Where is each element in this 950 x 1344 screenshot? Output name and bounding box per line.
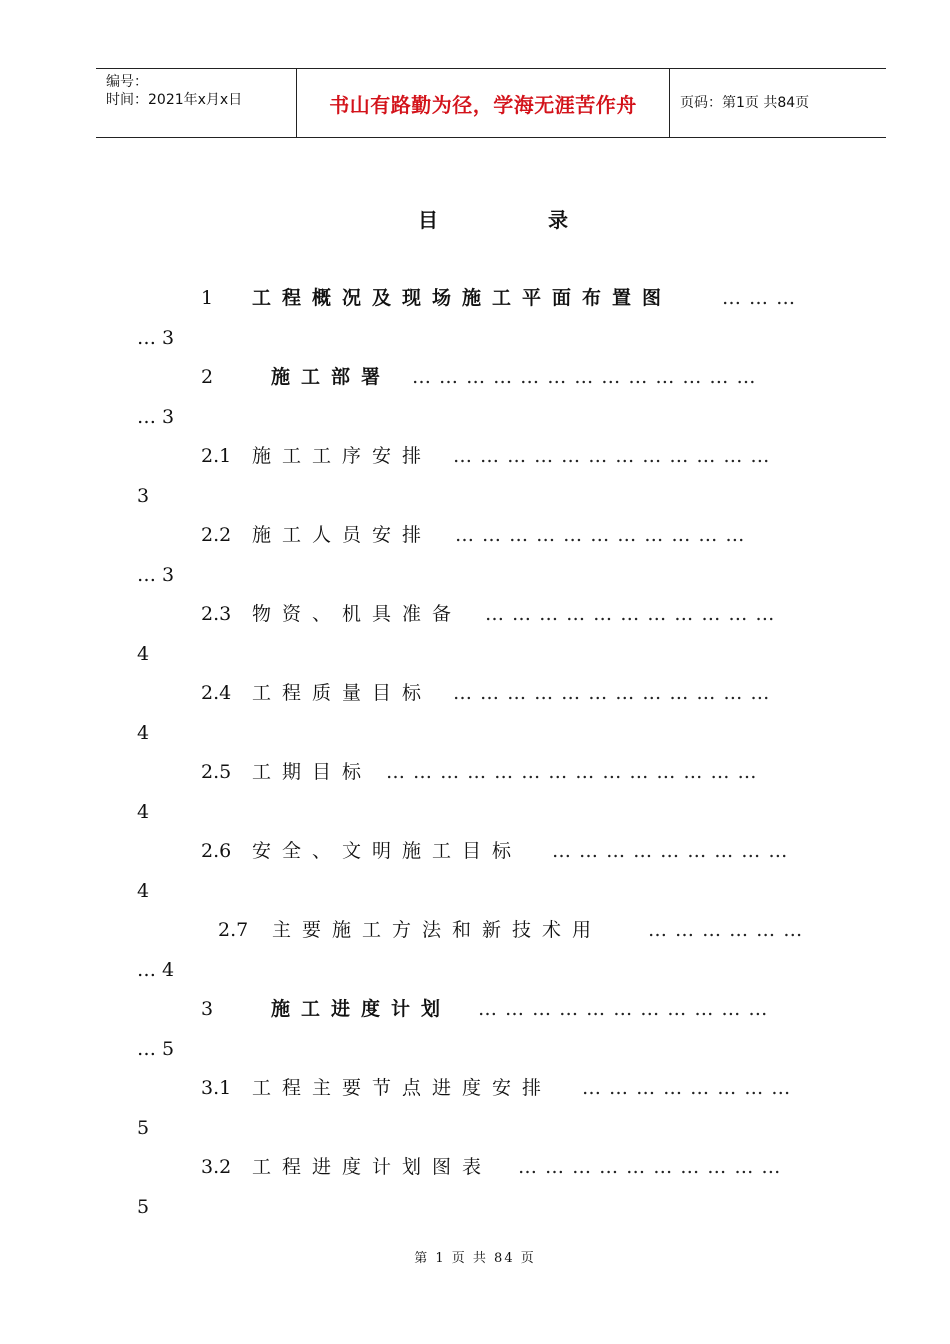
toc-entry-number: 2.1 — [201, 445, 232, 467]
toc-entry-number: 2.2 — [201, 524, 232, 546]
toc-entry-leader: … … … … … … … … … … … — [478, 998, 769, 1020]
toc-entry-number: 3.2 — [201, 1156, 232, 1178]
toc-entry-page: 3 — [137, 485, 150, 507]
toc-entry-number: 2 — [201, 366, 214, 388]
toc-title-part2: 录 — [548, 208, 568, 232]
toc-entry-title: 主要施工方法和新技术用 — [272, 919, 603, 941]
toc-entry-page: 5 — [137, 1196, 150, 1218]
toc-entry-leader: … … … — [722, 287, 797, 309]
number-label: 编号： — [106, 74, 148, 90]
toc-entry-leader: … … … … … … … … … … … — [485, 603, 776, 625]
toc-entry-page: 5 — [137, 1117, 150, 1139]
toc-entry[interactable] — [0, 679, 950, 707]
toc-entry-title: 安全、文明施工目标 — [252, 840, 523, 862]
toc-entry[interactable] — [0, 600, 950, 628]
toc-entry-title: 物资、机具准备 — [252, 603, 463, 625]
motto-text: 书山有路勤为径，学海无涯苦作舟 — [329, 92, 637, 117]
toc-entry-title: 工程概况及现场施工平面布置图 — [252, 287, 673, 309]
page-info: 页码：第1页 共84页 — [680, 95, 810, 111]
toc-entry[interactable] — [0, 1153, 950, 1181]
toc-entry-title: 工程进度计划图表 — [252, 1156, 493, 1178]
toc-entry-title: 工期目标 — [252, 761, 373, 783]
toc-entry-page: 4 — [137, 880, 150, 902]
header-page-cell — [670, 69, 886, 137]
time-label: 时间：2021年x月x日 — [106, 92, 243, 108]
toc-entry-leader: … … … … … … … … … … … … — [453, 445, 771, 467]
toc-entry-number: 2.6 — [201, 840, 232, 862]
toc-entry-title: 工程质量目标 — [252, 682, 433, 704]
toc-entry-number: 1 — [201, 287, 214, 309]
toc-entry-title: 工程主要节点进度安排 — [252, 1077, 553, 1099]
toc-entry-number: 3.1 — [201, 1077, 232, 1099]
toc-entry-number: 3 — [201, 998, 214, 1020]
document-header — [96, 68, 886, 138]
header-motto-cell — [297, 69, 670, 137]
toc-entry[interactable] — [0, 837, 950, 865]
toc-entry-leader: … … … … … … … … … … … … — [453, 682, 771, 704]
toc-entry-page: 4 — [137, 801, 150, 823]
toc-entry-number: 2.7 — [218, 919, 249, 941]
toc-entry-page: … 3 — [137, 564, 175, 586]
toc-entry-number: 2.3 — [201, 603, 232, 625]
toc-entry[interactable] — [0, 363, 950, 391]
toc-entry-leader: … … … … … … … … … … … … … — [412, 366, 757, 388]
toc-entry-number: 2.4 — [201, 682, 232, 704]
toc-entry[interactable] — [0, 1074, 950, 1102]
toc-entry[interactable] — [0, 442, 950, 470]
toc-title-part1: 目 — [418, 208, 438, 232]
toc-entry[interactable] — [0, 521, 950, 549]
toc-entry-leader: … … … … … … … … — [582, 1077, 792, 1099]
toc-entry-leader: … … … … … … … … … … … — [455, 524, 746, 546]
toc-entry-leader: … … … … … … … … … — [552, 840, 789, 862]
toc-entry-number: 2.5 — [201, 761, 232, 783]
toc-entry-title: 施工部署 — [271, 366, 392, 388]
toc-entry[interactable] — [0, 916, 950, 944]
toc-entry-page: 4 — [137, 722, 150, 744]
toc-entry-leader: … … … … … … … … … … … … … … — [386, 761, 758, 783]
page-footer: 第 1 页 共 84 页 — [414, 1251, 536, 1266]
toc-entry[interactable] — [0, 284, 950, 312]
toc-entry-page: … 3 — [137, 406, 175, 428]
toc-entry-leader: … … … … … … … … … … — [518, 1156, 782, 1178]
toc-title — [0, 204, 950, 234]
toc-entry-leader: … … … … … … — [648, 919, 804, 941]
toc-entry-page: … 5 — [137, 1038, 175, 1060]
toc-entry-title: 施工人员安排 — [252, 524, 433, 546]
toc-entry-page: … 3 — [137, 327, 175, 349]
toc-entry-title: 施工工序安排 — [252, 445, 433, 467]
toc-entry-title: 施工进度计划 — [271, 998, 452, 1020]
toc-entry[interactable] — [0, 758, 950, 786]
header-meta-cell — [96, 69, 297, 137]
toc-entry-page: 4 — [137, 643, 150, 665]
toc-entry[interactable] — [0, 995, 950, 1023]
toc-entry-page: … 4 — [137, 959, 175, 981]
